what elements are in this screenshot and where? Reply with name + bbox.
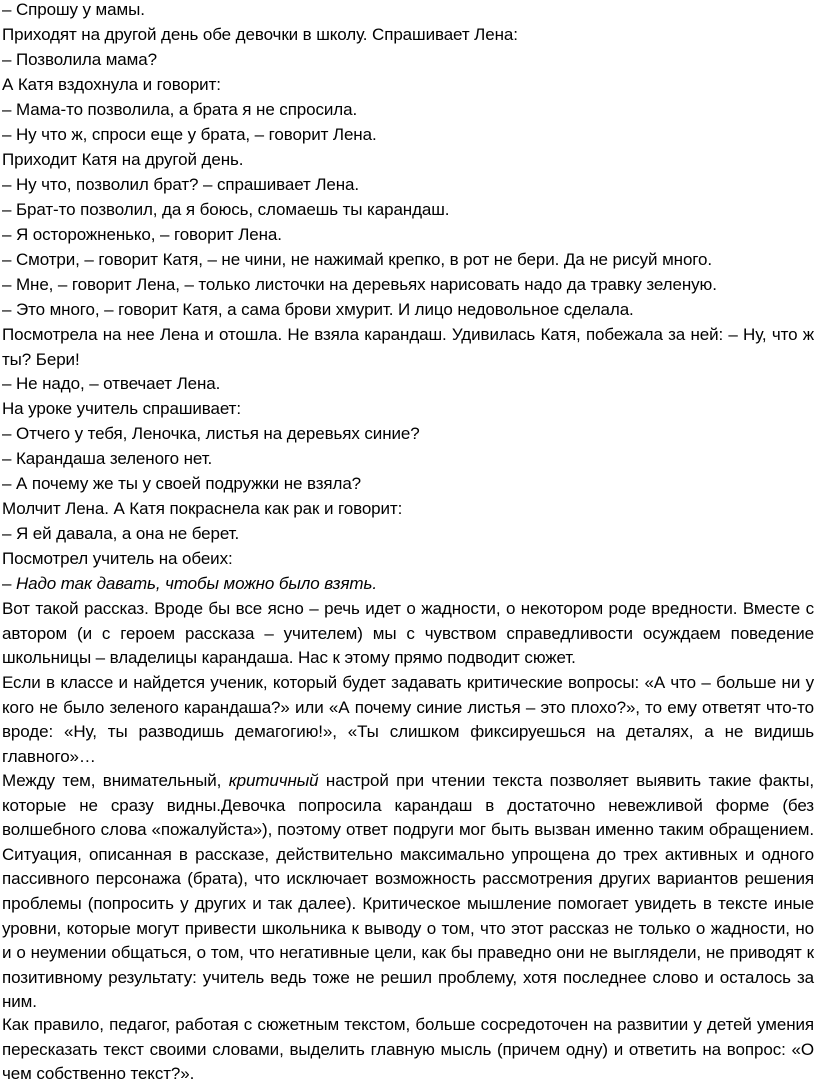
dialogue-line: – Ну что ж, спроси еще у брата, – говорит Лена. — [2, 125, 377, 144]
dialogue-line: – Мама-то позволила, а брата я не спросила. — [2, 100, 358, 119]
dialogue-line: Приходит Катя на другой день. — [2, 150, 244, 169]
critical-rest: настрой при чтении текста позволяет выявить такие факты, которые не сразу видны.Девочка попросила карандаш в достаточно невежливой форме (без волшебного слова «пожалуйста»), поэтому ответ подруги мог быть вызван именно таким обращением. Ситуация, описанная в рассказе, действительно максимально упрощена до трех активных и одного пассивного персонажа (брата), что исключает возможность рассмотрения других вариантов решения проблемы (попросить у других и так далее). Критическое мышление помогает увидеть в тексте иные уровни, которые могут привести школьника к выводу о том, что этот рассказ не только о жадности, но и о неумении общаться, о том, что негативные цели, как бы праведно они не выглядели, не приводят к позитивному результату: учитель ведь тоже не решил проблему, хотя последнее слово и осталось за ним. — [2, 771, 814, 1012]
dialogue-line: – Брат-то позволил, да я боюсь, сломаешь ты карандаш. — [2, 200, 450, 219]
critical-start: Между тем, внимательный, — [2, 771, 229, 790]
dialogue-line: – Позволила мама? — [2, 50, 157, 69]
dialogue-line: На уроке учитель спрашивает: — [2, 399, 241, 418]
paragraph-class: Если в классе и найдется ученик, который будет задавать критические вопросы: «А что – больше ни у кого не было зеленого карандаша?» или «А почему синие листья – это плохо?», то ему ответят что-то вроде: «Ну, ты разводишь демагогию!», «Ты слишком фиксируешься на деталях, а не видишь главного»… — [2, 673, 814, 766]
paragraph-story: Вот такой рассказ. Вроде бы все ясно – речь идет о жадности, о некотором роде вредности. Вместе с автором (и с героем рассказа – учителем) мы с чувством справедливости осуждаем поведение школьницы – владелицы карандаша. Нас к этому прямо подводит сюжет. — [2, 599, 814, 667]
dialogue-line: Посмотрел учитель на обеих: — [2, 549, 233, 568]
paragraph-critical — [2, 769, 814, 1015]
dialogue-line: – А почему же ты у своей подружки не взяла? — [2, 474, 362, 493]
teacher-quote: Надо так давать, чтобы можно было взять. — [15, 574, 377, 593]
dialogue-line: А Катя вздохнула и говорит: — [2, 75, 221, 94]
dialogue-line: – Я осторожненько, – говорит Лена. — [2, 225, 282, 244]
dialogue-line: – Не надо, – отвечает Лена. — [2, 374, 221, 393]
paragraph-teacher: Как правило, педагог, работая с сюжетным текстом, больше сосредоточен на развитии у детей умения пересказать текст своими словами, выделить главную мысль (причем одну) и ответить на вопрос: «О чем собственно текст?». — [2, 1015, 814, 1083]
dialogue-line: – Мне, – говорит Лена, – только листочки на деревьях нарисовать надо да травку зеленую. — [2, 275, 717, 294]
dialogue-line: – Карандаша зеленого нет. — [2, 449, 213, 468]
dialogue-line: – Спрошу у мамы. — [2, 0, 145, 19]
dialogue-line: Молчит Лена. А Катя покраснела как рак и говорит: — [2, 499, 403, 518]
teacher-quote-line — [2, 572, 377, 596]
dialogue-line: – Я ей давала, а она не берет. — [2, 524, 240, 543]
dialogue-line: – Смотри, – говорит Катя, – не чини, не нажимай крепко, в рот не бери. Да не рисуй много. — [2, 250, 713, 269]
dialogue-line: – Это много, – говорит Катя, а сама брови хмурит. И лицо недовольное сделала. — [2, 300, 634, 319]
dialogue-line: Приходят на другой день обе девочки в школу. Спрашивает Лена: — [2, 25, 518, 44]
dialogue-line: – Отчего у тебя, Леночка, листья на деревьях синие? — [2, 424, 420, 443]
paragraph-lena-left: Посмотрела на нее Лена и отошла. Не взяла карандаш. Удивилась Катя, побежала за ней: – Ну, что ж ты? Бери! — [2, 325, 814, 369]
critical-italic: критичный — [228, 771, 319, 790]
teacher-dash: – — [2, 574, 16, 593]
dialogue-line: – Ну что, позволил брат? – спрашивает Лена. — [2, 175, 360, 194]
